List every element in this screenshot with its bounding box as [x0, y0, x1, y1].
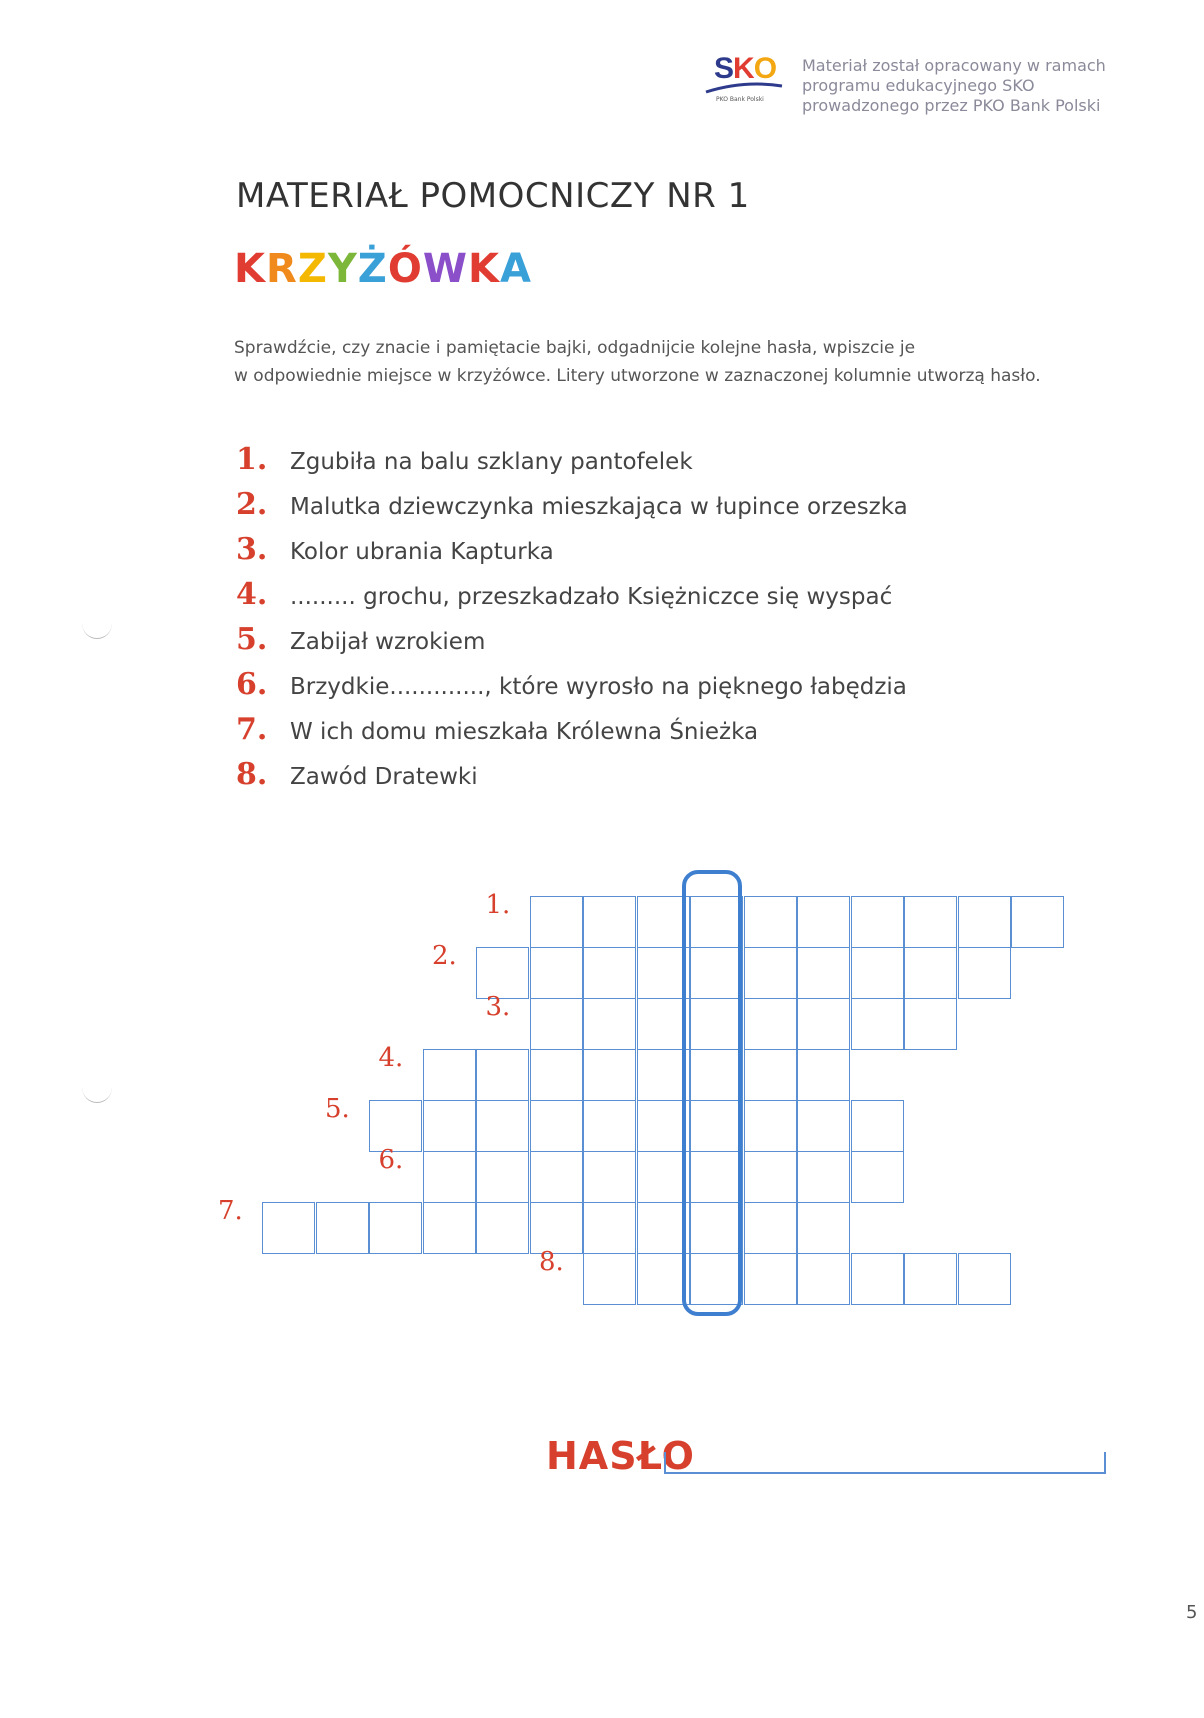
- clue-text: Kolor ubrania Kapturka: [290, 539, 554, 565]
- clue-item: [236, 622, 908, 667]
- crossword-cell[interactable]: [583, 1202, 636, 1254]
- logo-letter-s: S: [714, 52, 734, 85]
- crossword-cell[interactable]: [851, 1151, 904, 1203]
- crossword-cell[interactable]: [369, 1202, 422, 1254]
- instructions: [234, 334, 1041, 390]
- crossword-cell[interactable]: [530, 1049, 583, 1101]
- crossword-cell[interactable]: [423, 1100, 476, 1152]
- crossword-cell[interactable]: [744, 1151, 797, 1203]
- crossword-cell[interactable]: [744, 1202, 797, 1254]
- crossword-cell[interactable]: [262, 1202, 315, 1254]
- crossword-cell[interactable]: [637, 1253, 690, 1305]
- crossword-cell[interactable]: [423, 1202, 476, 1254]
- crossword-cell[interactable]: [690, 1049, 743, 1101]
- punch-hole: [82, 608, 112, 639]
- puzzle-title-letter: K: [234, 246, 266, 292]
- clue-number: 3.: [236, 532, 268, 567]
- clue-list: [236, 442, 908, 802]
- crossword-cell[interactable]: [958, 896, 1011, 948]
- crossword-cell[interactable]: [690, 1253, 743, 1305]
- clue-item: [236, 757, 908, 802]
- crossword-cell[interactable]: [637, 1100, 690, 1152]
- clue-item: [236, 442, 908, 487]
- crossword-cell[interactable]: [690, 1100, 743, 1152]
- crossword-cell[interactable]: [637, 1202, 690, 1254]
- crossword-cell[interactable]: [583, 1253, 636, 1305]
- crossword-cell[interactable]: [744, 896, 797, 948]
- punch-hole: [82, 1072, 112, 1103]
- crossword-cell[interactable]: [637, 947, 690, 999]
- crossword-cell[interactable]: [583, 947, 636, 999]
- crossword-cell[interactable]: [744, 947, 797, 999]
- page-number: 5: [1186, 1602, 1198, 1623]
- puzzle-title-letter: A: [499, 246, 532, 292]
- header-note: [802, 56, 1106, 116]
- crossword-cell[interactable]: [637, 896, 690, 948]
- logo-swoosh-icon: [704, 82, 784, 96]
- clue-item: [236, 532, 908, 577]
- crossword-cell[interactable]: [690, 947, 743, 999]
- crossword-cell[interactable]: [797, 1100, 850, 1152]
- crossword-cell[interactable]: [637, 1151, 690, 1203]
- clue-text: Zawód Dratewki: [290, 764, 478, 790]
- crossword-row-number: 6.: [378, 1145, 404, 1175]
- clue-item: [236, 712, 908, 757]
- crossword-cell[interactable]: [904, 896, 957, 948]
- crossword-cell[interactable]: [530, 896, 583, 948]
- puzzle-title-letter: Ó: [387, 246, 423, 292]
- clue-number: 5.: [236, 622, 268, 657]
- crossword-cell[interactable]: [423, 1049, 476, 1101]
- crossword-cell[interactable]: [583, 1100, 636, 1152]
- crossword-cell[interactable]: [476, 1151, 529, 1203]
- clue-text: Brzydkie............., które wyrosło na pięknego łabędzia: [290, 674, 907, 700]
- crossword-cell[interactable]: [744, 998, 797, 1050]
- clue-text: Malutka dziewczynka mieszkająca w łupince orzeszka: [290, 494, 908, 520]
- crossword-cell[interactable]: [851, 998, 904, 1050]
- sko-logo-wordmark: [714, 52, 776, 86]
- crossword-cell[interactable]: [423, 1151, 476, 1203]
- header-note-line: prowadzonego przez PKO Bank Polski: [802, 96, 1101, 115]
- password-answer-line[interactable]: [664, 1452, 1106, 1474]
- crossword-cell[interactable]: [637, 998, 690, 1050]
- crossword-cell[interactable]: [476, 1049, 529, 1101]
- crossword-row-number: 1.: [485, 890, 511, 920]
- crossword-cell[interactable]: [583, 896, 636, 948]
- puzzle-title-letter: K: [467, 246, 500, 292]
- clue-number: 1.: [236, 442, 268, 477]
- crossword-cell[interactable]: [958, 1253, 1011, 1305]
- crossword-cell[interactable]: [583, 1151, 636, 1203]
- crossword-cell[interactable]: [690, 998, 743, 1050]
- logo-subtitle: PKO Bank Polski: [716, 96, 764, 103]
- crossword-cell[interactable]: [583, 1049, 636, 1101]
- logo-letter-k: K: [733, 52, 754, 85]
- logo-letter-o: O: [753, 52, 777, 85]
- crossword-cell[interactable]: [530, 1100, 583, 1152]
- crossword-cell[interactable]: [316, 1202, 369, 1254]
- puzzle-title-letter: W: [422, 246, 468, 292]
- crossword-cell[interactable]: [530, 998, 583, 1050]
- crossword-cell[interactable]: [690, 1202, 743, 1254]
- puzzle-title-letter: Z: [297, 246, 328, 292]
- clue-item: [236, 577, 908, 622]
- crossword-cell[interactable]: [904, 1253, 957, 1305]
- crossword-row-number: 4.: [378, 1043, 404, 1073]
- crossword-row-number: 2.: [432, 941, 457, 971]
- crossword-cell[interactable]: [797, 1151, 850, 1203]
- crossword-cell[interactable]: [797, 1049, 850, 1101]
- clue-number: 6.: [236, 667, 268, 702]
- crossword-cell[interactable]: [690, 896, 743, 948]
- crossword-cell[interactable]: [851, 947, 904, 999]
- puzzle-title-letter: Y: [327, 246, 358, 292]
- clue-text: Zabijał wzrokiem: [290, 629, 486, 655]
- page-heading: MATERIAŁ POMOCNICZY NR 1: [236, 176, 750, 216]
- clue-text: Zgubiła na balu szklany pantofelek: [290, 449, 693, 475]
- crossword-cell[interactable]: [797, 998, 850, 1050]
- crossword-cell[interactable]: [851, 1100, 904, 1152]
- clue-text: W ich domu mieszkała Królewna Śnieżka: [290, 719, 759, 745]
- crossword-cell[interactable]: [530, 1151, 583, 1203]
- crossword-cell[interactable]: [958, 947, 1011, 999]
- clue-text: ......... grochu, przeszkadzało Księżniczce się wyspać: [290, 584, 893, 610]
- clue-number: 7.: [236, 712, 268, 747]
- crossword-cell[interactable]: [797, 947, 850, 999]
- crossword-cell[interactable]: [690, 1151, 743, 1203]
- crossword-cell[interactable]: [797, 1202, 850, 1254]
- crossword-cell[interactable]: [583, 998, 636, 1050]
- crossword-cell[interactable]: [851, 896, 904, 948]
- clue-number: 2.: [236, 487, 268, 522]
- puzzle-title: [234, 246, 532, 292]
- crossword-cell[interactable]: [637, 1049, 690, 1101]
- crossword-cell[interactable]: [904, 998, 957, 1050]
- clue-number: 4.: [236, 577, 268, 612]
- crossword-cell[interactable]: [476, 1100, 529, 1152]
- clue-number: 8.: [236, 757, 268, 792]
- header-note-line: programu edukacyjnego SKO: [802, 76, 1035, 95]
- clue-item: [236, 487, 908, 532]
- crossword-row-number: 7.: [218, 1196, 243, 1226]
- crossword-cell[interactable]: [904, 947, 957, 999]
- crossword-cell[interactable]: [1011, 896, 1064, 948]
- crossword-row-number: 5.: [325, 1094, 350, 1124]
- password-label: HASŁO: [546, 1434, 695, 1478]
- crossword-cell[interactable]: [744, 1253, 797, 1305]
- instructions-line: w odpowiednie miejsce w krzyżówce. Litery utworzone w zaznaczonej kolumnie utworzą hasło.: [234, 366, 1041, 386]
- crossword-cell[interactable]: [744, 1100, 797, 1152]
- instructions-line: Sprawdźcie, czy znacie i pamiętacie bajki, odgadnijcie kolejne hasła, wpiszcie je: [234, 338, 916, 358]
- crossword-cell[interactable]: [851, 1253, 904, 1305]
- crossword-row-number: 3.: [485, 992, 511, 1022]
- crossword-cell[interactable]: [797, 1253, 850, 1305]
- puzzle-title-letter: Ż: [357, 246, 388, 292]
- crossword-cell[interactable]: [744, 1049, 797, 1101]
- crossword-row-number: 8.: [539, 1247, 564, 1277]
- crossword-cell[interactable]: [797, 896, 850, 948]
- puzzle-title-letter: R: [266, 246, 298, 292]
- clue-item: [236, 667, 908, 712]
- header-note-line: Materiał został opracowany w ramach: [802, 56, 1106, 75]
- sko-logo: [700, 52, 790, 112]
- crossword-cell[interactable]: [530, 947, 583, 999]
- crossword-cell[interactable]: [476, 1202, 529, 1254]
